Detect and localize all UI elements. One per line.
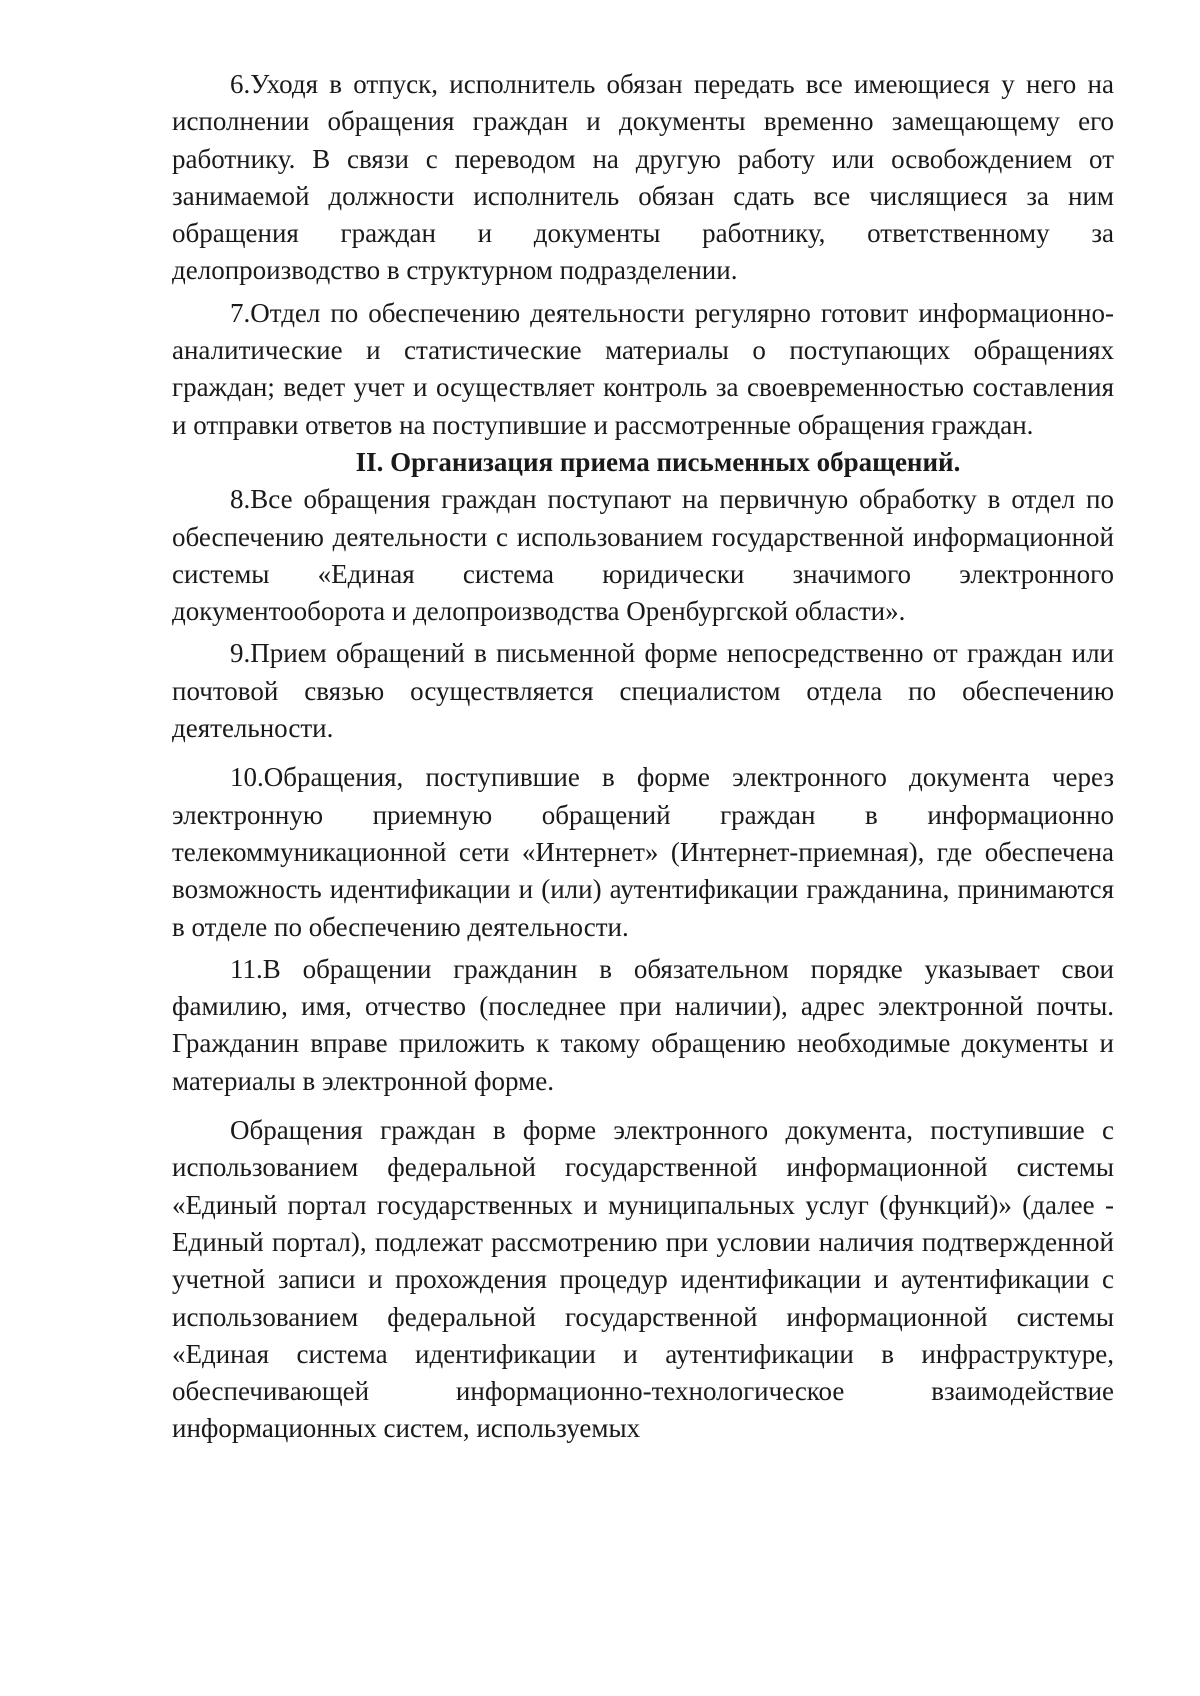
- paragraph-6: 6.Уходя в отпуск, исполнитель обязан передать все имеющиеся у него на исполнении обращения граждан и документы временно замещающему его работнику. В связи с переводом на другую работу или освобождением от занимаемой должности исполнитель обязан сдать все числящиеся за ним обращения граждан и документы работнику, ответственному за делопроизводство в структурном подразделении.: [172, 69, 1114, 286]
- paragraph-electronic-appeals: Обращения граждан в форме электронного документа, поступившие с использованием федеральной государственной информационной системы «Единый портал государственных и муниципальных услуг (функций)» (далее - Единый портал), подлежат рассмотрению при условии наличия подтвержденной учетной записи и прохождения процедур идентификации и аутентификации с использованием федеральной государственной информационной системы «Единая система идентификации и аутентификации в инфраструктуре, обеспечивающей информационно-технологическое взаимодействие информационных систем, используемых: [172, 1115, 1114, 1444]
- paragraph-10: 10.Обращения, поступившие в форме электронного документа через электронную приемную обращений граждан в информационно телекоммуникационной сети «Интернет» (Интернет-приемная), где обеспечена возможность идентификации и (или) аутентификации гражданина, принимаются в отделе по обеспечению деятельности.: [172, 762, 1114, 942]
- paragraph-9: 9.Прием обращений в письменной форме непосредственно от граждан или почтовой связью осуществляется специалистом отдела по обеспечению деятельности.: [172, 638, 1114, 744]
- paragraph-11: 11.В обращении гражданин в обязательном порядке указывает свои фамилию, имя, отчество (последнее при наличии), адрес электронной почты. Гражданин вправе приложить к такому обращению необходимые документы и материалы в электронной форме.: [172, 953, 1114, 1096]
- paragraph-7: 7.Отдел по обеспечению деятельности регулярно готовит информационно-аналитические и статистические материалы о поступающих обращениях граждан; ведет учет и осуществляет контроль за своевременностью составления и отправки ответов на поступившие и рассмотренные обращения граждан.: [172, 297, 1114, 440]
- section-heading: II. Организация приема письменных обращений.: [355, 446, 961, 477]
- paragraph-8: 8.Все обращения граждан поступают на первичную обработку в отдел по обеспечению деятельности с использованием государственной информационной системы «Единая система юридически значимого электронного документооборота и делопроизводства Оренбургской области».: [172, 484, 1114, 627]
